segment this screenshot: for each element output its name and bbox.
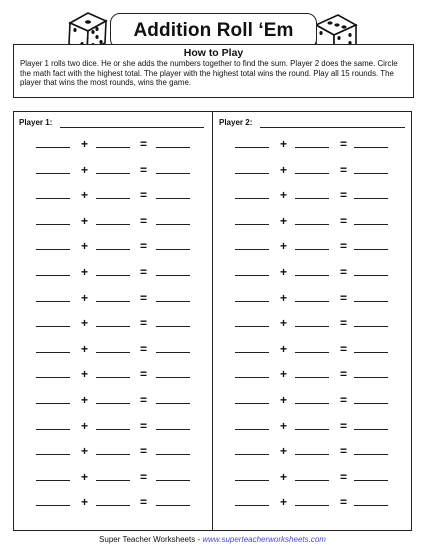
player-2-addend-blank[interactable]: [295, 480, 329, 481]
plus-sign: +: [81, 290, 89, 305]
player-1-addend-blank[interactable]: [96, 275, 130, 276]
player-1-addend-blank[interactable]: [96, 301, 130, 302]
plus-sign: +: [280, 469, 288, 484]
plus-sign: +: [81, 367, 89, 382]
plus-sign: +: [81, 341, 89, 356]
plus-sign: +: [81, 393, 89, 407]
player-2-sum-blank[interactable]: [354, 173, 388, 174]
player-1-addend-blank[interactable]: [36, 275, 70, 276]
plus-sign: +: [81, 444, 89, 459]
player-1-sum-blank[interactable]: [156, 429, 190, 430]
player-2-sum-blank[interactable]: [354, 505, 388, 506]
player-1-sum-blank[interactable]: [156, 505, 190, 506]
how-to-play-heading: How to Play: [183, 47, 244, 59]
column-divider: [212, 112, 213, 530]
player-2-addend-blank[interactable]: [235, 352, 269, 353]
player-2-addend-blank[interactable]: [295, 198, 329, 199]
player-2-name-field[interactable]: [260, 127, 405, 128]
equals-sign: =: [140, 188, 148, 203]
player-1-sum-blank[interactable]: [156, 224, 190, 225]
plus-sign: +: [81, 162, 89, 177]
worksheet-grid: [13, 111, 412, 531]
how-to-play-instructions: Player 1 rolls two dice. He or she adds the numbers together to find the sum. Player 2 does the same. Circle the math fact with the highest total. The player with the highest total wins the round. Play all 15 rounds. The player that wins the most rounds, wins the game.: [20, 59, 398, 88]
plus-sign: +: [280, 393, 288, 407]
equals-sign: =: [340, 367, 348, 382]
player-2-addend-blank[interactable]: [235, 147, 269, 148]
plus-sign: +: [280, 162, 288, 177]
player-2-sum-blank[interactable]: [354, 352, 388, 353]
player-1-addend-blank[interactable]: [36, 505, 70, 506]
player-1-addend-blank[interactable]: [96, 429, 130, 430]
equals-sign: =: [140, 239, 148, 254]
player-1-addend-blank[interactable]: [36, 249, 70, 250]
player-1-addend-blank[interactable]: [36, 352, 70, 353]
plus-sign: +: [280, 188, 288, 203]
equals-sign: =: [340, 162, 348, 177]
player-2-sum-blank[interactable]: [354, 403, 388, 404]
player-2-label: Player 2:: [219, 118, 253, 127]
player-2-addend-blank[interactable]: [235, 173, 269, 174]
player-2-addend-blank[interactable]: [295, 275, 329, 276]
player-2-addend-blank[interactable]: [235, 275, 269, 276]
player-1-sum-blank[interactable]: [156, 275, 190, 276]
player-2-sum-blank[interactable]: [354, 275, 388, 276]
plus-sign: +: [280, 495, 288, 510]
player-2-sum-blank[interactable]: [354, 224, 388, 225]
plus-sign: +: [280, 290, 288, 305]
player-2-sum-blank[interactable]: [354, 147, 388, 148]
player-1-addend-blank[interactable]: [96, 249, 130, 250]
plus-sign: +: [81, 239, 89, 254]
equals-sign: =: [340, 239, 348, 254]
footer: [0, 535, 425, 544]
player-1-label: Player 1:: [19, 118, 53, 127]
player-2-sum-blank[interactable]: [354, 454, 388, 455]
player-2-sum-blank[interactable]: [354, 480, 388, 481]
plus-sign: +: [280, 137, 288, 151]
player-1-addend-blank[interactable]: [96, 454, 130, 455]
equals-sign: =: [340, 137, 348, 151]
player-1-addend-blank[interactable]: [36, 403, 70, 404]
footer-brand: Super Teacher Worksheets -: [99, 535, 203, 544]
player-2-sum-blank[interactable]: [354, 326, 388, 327]
plus-sign: +: [81, 188, 89, 203]
equals-sign: =: [140, 162, 148, 177]
player-1-addend-blank[interactable]: [96, 480, 130, 481]
player-1-sum-blank[interactable]: [156, 249, 190, 250]
plus-sign: +: [81, 213, 89, 228]
how-to-play-box: [13, 44, 414, 98]
player-2-addend-blank[interactable]: [295, 224, 329, 225]
player-2-addend-blank[interactable]: [295, 429, 329, 430]
player-1-sum-blank[interactable]: [156, 480, 190, 481]
equals-sign: =: [340, 444, 348, 459]
equals-sign: =: [140, 265, 148, 279]
equals-sign: =: [340, 495, 348, 510]
equals-sign: =: [340, 213, 348, 228]
player-1-name-field[interactable]: [60, 127, 204, 128]
equals-sign: =: [340, 469, 348, 484]
player-1-addend-blank[interactable]: [36, 173, 70, 174]
player-2-addend-blank[interactable]: [235, 403, 269, 404]
player-1-addend-blank[interactable]: [96, 173, 130, 174]
plus-sign: +: [280, 367, 288, 382]
equals-sign: =: [340, 188, 348, 203]
player-2-addend-blank[interactable]: [295, 454, 329, 455]
player-1-sum-blank[interactable]: [156, 352, 190, 353]
player-2-addend-blank[interactable]: [295, 377, 329, 378]
player-2-addend-blank[interactable]: [235, 301, 269, 302]
player-1-sum-blank[interactable]: [156, 403, 190, 404]
player-2-sum-blank[interactable]: [354, 429, 388, 430]
player-1-sum-blank[interactable]: [156, 454, 190, 455]
plus-sign: +: [280, 444, 288, 459]
player-1-addend-blank[interactable]: [36, 147, 70, 148]
plus-sign: +: [280, 213, 288, 228]
plus-sign: +: [280, 316, 288, 331]
player-1-addend-blank[interactable]: [96, 224, 130, 225]
player-1-sum-blank[interactable]: [156, 326, 190, 327]
player-1-addend-blank[interactable]: [96, 403, 130, 404]
plus-sign: +: [81, 137, 89, 151]
player-1-addend-blank[interactable]: [36, 326, 70, 327]
player-2-addend-blank[interactable]: [235, 505, 269, 506]
plus-sign: +: [280, 418, 288, 433]
equals-sign: =: [140, 367, 148, 382]
player-2-addend-blank[interactable]: [235, 326, 269, 327]
player-2-addend-blank[interactable]: [235, 249, 269, 250]
player-1-addend-blank[interactable]: [96, 147, 130, 148]
plus-sign: +: [81, 265, 89, 279]
player-2-addend-blank[interactable]: [295, 249, 329, 250]
plus-sign: +: [81, 418, 89, 433]
player-2-addend-blank[interactable]: [295, 147, 329, 148]
player-2-addend-blank[interactable]: [295, 326, 329, 327]
player-2-addend-blank[interactable]: [235, 377, 269, 378]
equals-sign: =: [140, 341, 148, 356]
equals-sign: =: [340, 290, 348, 305]
player-1-addend-blank[interactable]: [36, 198, 70, 199]
player-2-addend-blank[interactable]: [235, 454, 269, 455]
player-2-sum-blank[interactable]: [354, 198, 388, 199]
equals-sign: =: [140, 290, 148, 305]
plus-sign: +: [280, 239, 288, 254]
player-2-addend-blank[interactable]: [295, 505, 329, 506]
player-1-addend-blank[interactable]: [36, 454, 70, 455]
equals-sign: =: [140, 444, 148, 459]
player-2-addend-blank[interactable]: [235, 480, 269, 481]
equals-sign: =: [340, 341, 348, 356]
plus-sign: +: [280, 265, 288, 279]
player-2-addend-blank[interactable]: [295, 173, 329, 174]
equals-sign: =: [340, 265, 348, 279]
player-1-addend-blank[interactable]: [96, 198, 130, 199]
player-2-sum-blank[interactable]: [354, 301, 388, 302]
equals-sign: =: [140, 495, 148, 510]
player-2-sum-blank[interactable]: [354, 377, 388, 378]
player-1-sum-blank[interactable]: [156, 377, 190, 378]
player-2-sum-blank[interactable]: [354, 249, 388, 250]
footer-url[interactable]: www.superteacherworksheets.com: [202, 535, 326, 544]
player-1-addend-blank[interactable]: [96, 352, 130, 353]
player-2-addend-blank[interactable]: [235, 224, 269, 225]
equals-sign: =: [340, 316, 348, 331]
player-2-addend-blank[interactable]: [235, 198, 269, 199]
player-1-addend-blank[interactable]: [36, 301, 70, 302]
player-2-addend-blank[interactable]: [295, 352, 329, 353]
player-1-sum-blank[interactable]: [156, 198, 190, 199]
equals-sign: =: [140, 418, 148, 433]
player-1-addend-blank[interactable]: [36, 224, 70, 225]
equals-sign: =: [140, 469, 148, 484]
player-1-addend-blank[interactable]: [96, 505, 130, 506]
page-title: Addition Roll ‘Em: [133, 20, 294, 41]
plus-sign: +: [81, 469, 89, 484]
player-1-addend-blank[interactable]: [36, 480, 70, 481]
player-1-sum-blank[interactable]: [156, 173, 190, 174]
equals-sign: =: [340, 418, 348, 433]
equals-sign: =: [340, 393, 348, 407]
player-1-sum-blank[interactable]: [156, 301, 190, 302]
plus-sign: +: [81, 316, 89, 331]
player-1-addend-blank[interactable]: [36, 429, 70, 430]
equals-sign: =: [140, 393, 148, 407]
player-2-addend-blank[interactable]: [235, 429, 269, 430]
plus-sign: +: [81, 495, 89, 510]
player-1-sum-blank[interactable]: [156, 147, 190, 148]
equals-sign: =: [140, 316, 148, 331]
equals-sign: =: [140, 213, 148, 228]
plus-sign: +: [280, 341, 288, 356]
player-2-addend-blank[interactable]: [295, 403, 329, 404]
player-1-addend-blank[interactable]: [36, 377, 70, 378]
player-1-addend-blank[interactable]: [96, 377, 130, 378]
equals-sign: =: [140, 137, 148, 151]
player-1-addend-blank[interactable]: [96, 326, 130, 327]
player-2-addend-blank[interactable]: [295, 301, 329, 302]
